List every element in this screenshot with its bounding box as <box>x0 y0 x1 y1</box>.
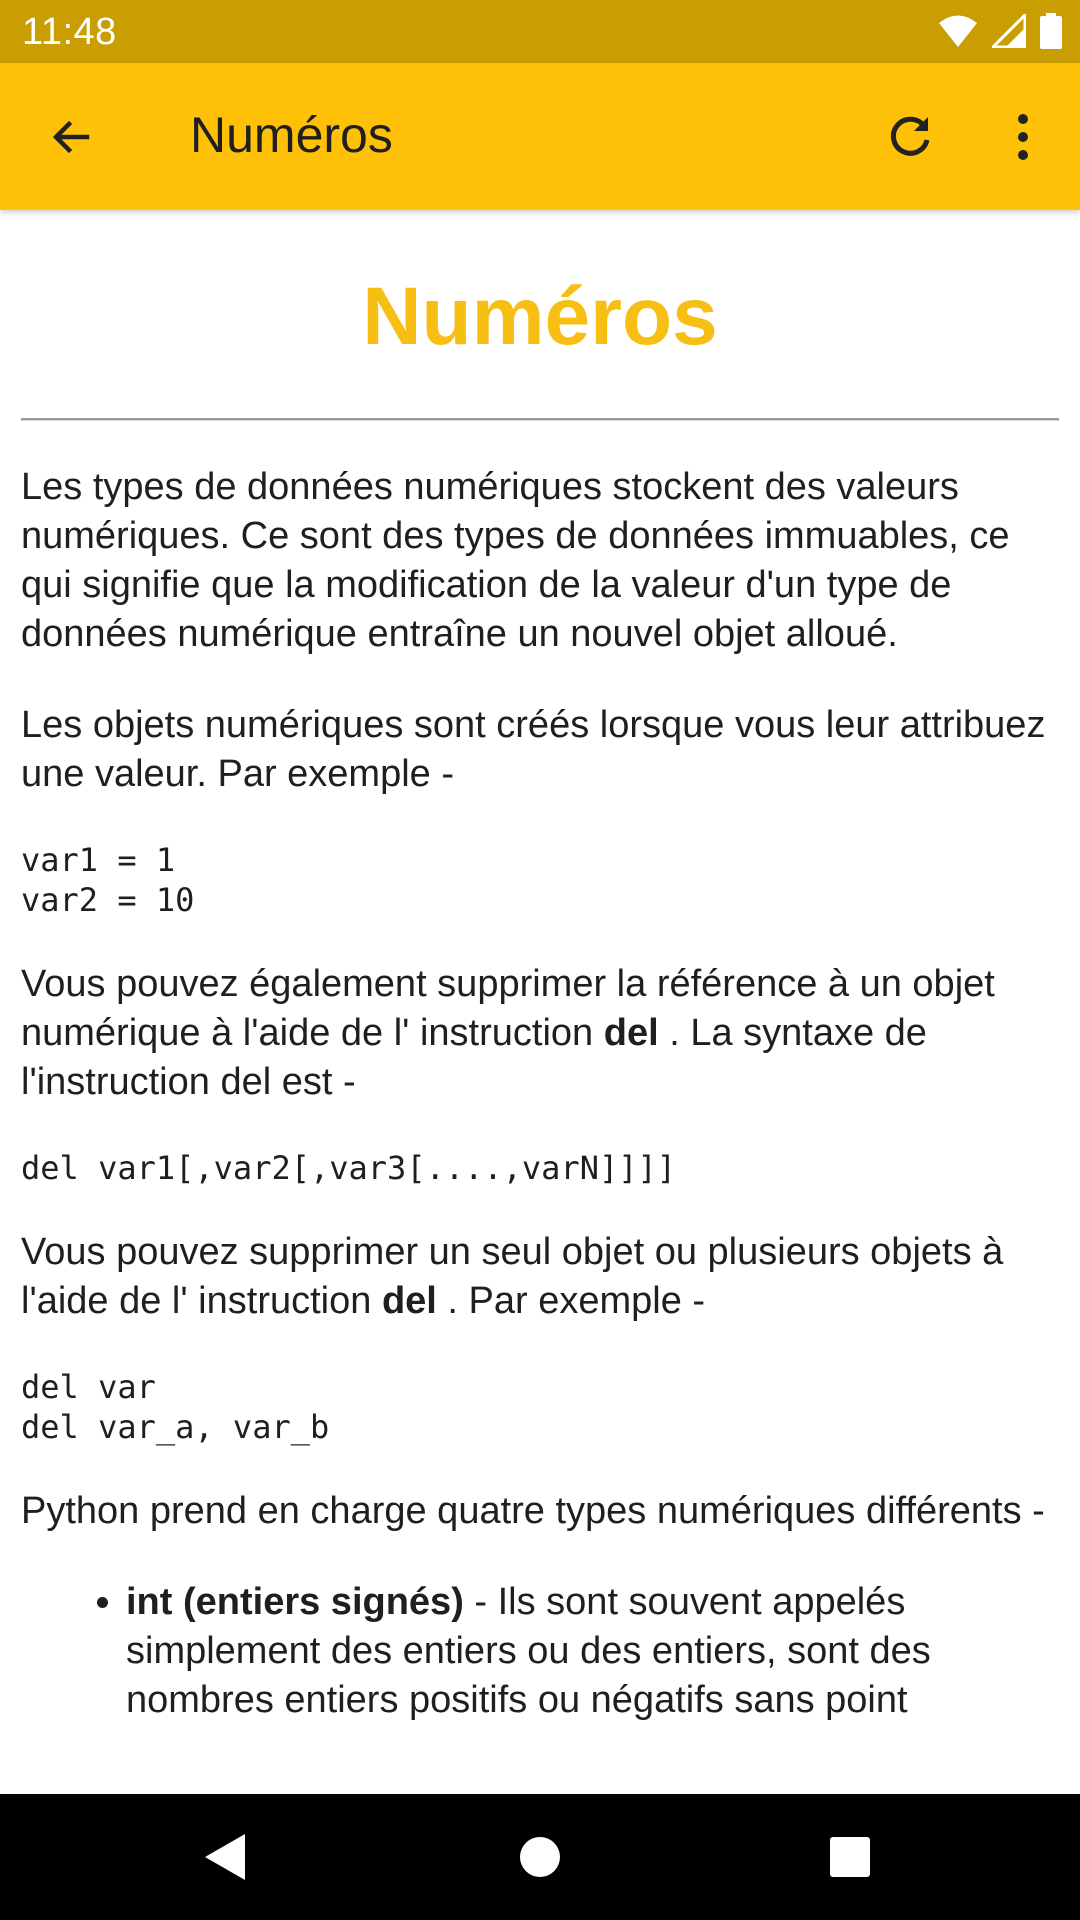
keyword-del: del <box>381 1280 437 1322</box>
more-vert-icon <box>1016 113 1030 161</box>
nav-recents-button[interactable] <box>815 1822 885 1892</box>
back-button[interactable] <box>34 100 108 174</box>
more-options-button[interactable] <box>986 100 1060 174</box>
refresh-icon <box>886 112 936 162</box>
heading-divider <box>21 418 1059 421</box>
app-bar <box>0 63 1080 210</box>
status-icons <box>938 12 1062 50</box>
list-item: • int (entiers signés) - Ils sont souvent appelés simplement des entiers ou des entiers, sont des nombres entiers positifs ou négatifs sans point <box>126 1578 1059 1725</box>
status-bar <box>0 0 1080 63</box>
paragraph-create: Les objets numériques sont créés lorsque vous leur attribuez une valeur. Par exemple - <box>21 704 1046 795</box>
code-block-assign: var1 = 1 var2 = 10 <box>21 841 195 919</box>
battery-icon <box>1040 13 1062 49</box>
signal-icon <box>992 14 1026 48</box>
keyword-del: del <box>603 1012 659 1054</box>
nav-recents-icon <box>829 1836 871 1878</box>
status-time: 11:48 <box>22 11 117 53</box>
nav-home-button[interactable] <box>505 1822 575 1892</box>
code-block-del-syntax: del var1[,var2[,var3[....,varN]]]] <box>21 1149 677 1187</box>
page-heading: Numéros <box>362 271 718 362</box>
nav-back-icon <box>201 1832 249 1882</box>
code-block-del-example: del var del var_a, var_b <box>21 1368 330 1446</box>
numeric-types-list <box>0 1578 1080 1725</box>
nav-home-icon <box>518 1835 562 1879</box>
arrow-back-icon <box>47 113 95 161</box>
article-content[interactable] <box>0 210 1080 1794</box>
paragraph-del-example: Vous pouvez supprimer un seul objet ou plusieurs objets à l'aide de l' instruction del . Par exemple - <box>21 1231 1004 1322</box>
paragraph-intro: Les types de données numériques stockent des valeurs numériques. Ce sont des types de données immuables, ce qui signifie que la modification de la valeur d'un type de données numérique entraîne un nouvel objet alloué. <box>21 466 1010 655</box>
nav-back-button[interactable] <box>190 1822 260 1892</box>
paragraph-del-syntax: Vous pouvez également supprimer la référence à un objet numérique à l'aide de l' instruction del . La syntaxe de l'instruction del est - <box>21 963 995 1103</box>
paragraph-types: Python prend en charge quatre types numériques différents - <box>21 1490 1045 1532</box>
app-bar-title: Numéros <box>190 107 393 163</box>
wifi-icon <box>938 14 978 48</box>
refresh-button[interactable] <box>874 100 948 174</box>
system-nav-bar <box>0 1794 1080 1920</box>
